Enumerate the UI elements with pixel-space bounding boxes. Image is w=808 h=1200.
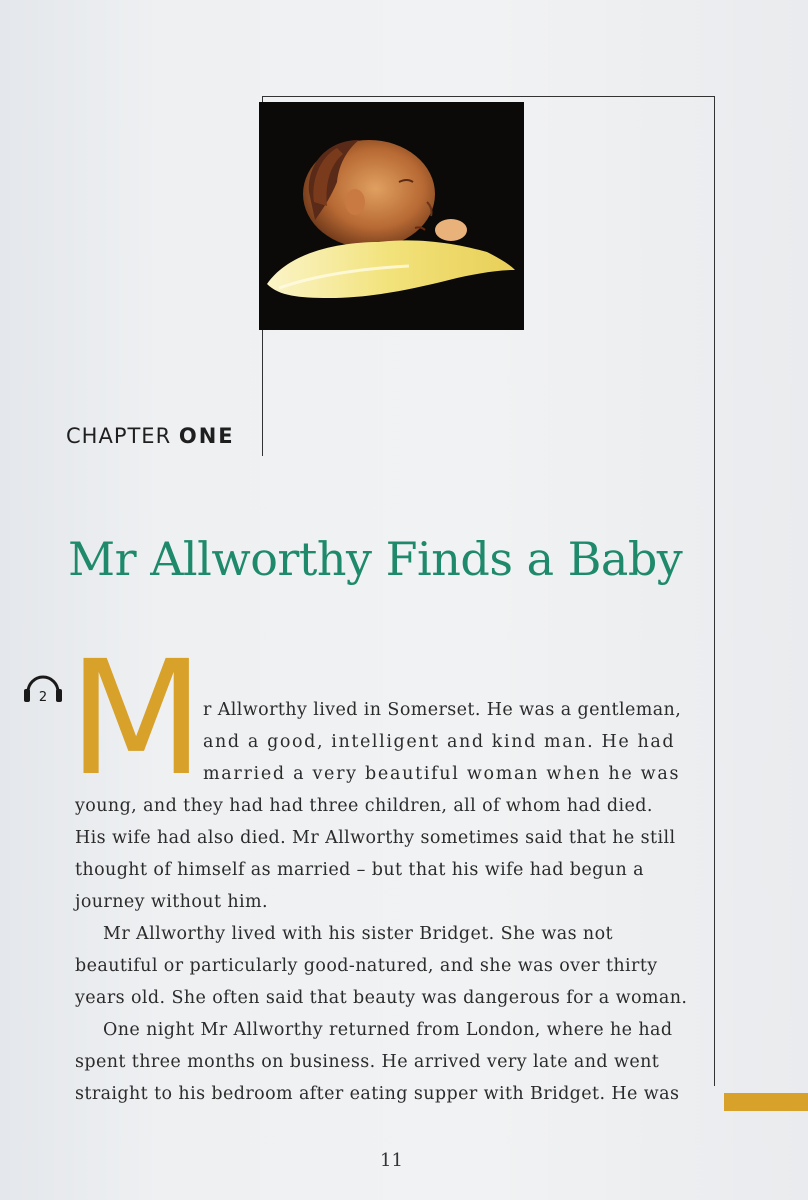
text-line: married a very beautiful woman when he was [203, 764, 681, 784]
text-line: straight to his bedroom after eating supper with Bridget. He was [75, 1084, 680, 1104]
text-line: Mr Allworthy lived with his sister Bridget. She was not [103, 924, 613, 944]
text-line: young, and they had had three children, all of whom had died. [75, 796, 653, 816]
frame-line-top [262, 96, 714, 97]
chapter-label-number: ONE [178, 424, 235, 448]
text-line: spent three months on business. He arrived very late and went [75, 1052, 660, 1072]
text-line: r Allworthy lived in Somerset. He was a gentleman, [203, 700, 682, 720]
chapter-title: Mr Allworthy Finds a Baby [68, 532, 683, 586]
chapter-label-prefix: CHAPTER [66, 424, 172, 448]
text-line: His wife had also died. Mr Allworthy sometimes said that he still [75, 828, 676, 848]
text-line: One night Mr Allworthy returned from London, where he had [103, 1020, 673, 1040]
page-number: 11 [380, 1150, 403, 1171]
chapter-label [66, 424, 235, 448]
text-line: thought of himself as married – but that his wife had begun a [75, 860, 644, 880]
text-line: beautiful or particularly good-natured, and she was over thirty [75, 956, 658, 976]
text-line: and a good, intelligent and kind man. He had [203, 732, 676, 752]
accent-bar [724, 1093, 808, 1111]
text-line: journey without him. [75, 892, 268, 912]
baby-illustration [259, 102, 524, 330]
headphones-icon[interactable] [22, 668, 64, 710]
drop-cap: M [68, 627, 205, 811]
audio-track-number: 2 [38, 690, 48, 705]
text-line: years old. She often said that beauty was dangerous for a woman. [75, 988, 688, 1008]
frame-line-right [714, 96, 715, 1086]
